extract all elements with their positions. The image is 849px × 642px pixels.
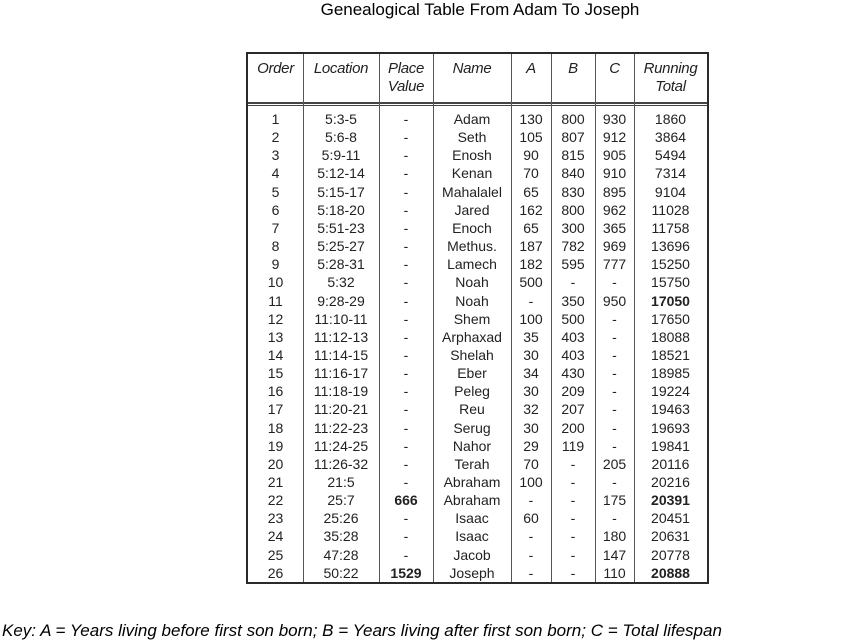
cell-total: 7314	[654, 165, 687, 182]
cell-place-value: -	[403, 219, 409, 236]
cell-location: 5:32	[327, 274, 355, 291]
cell-a: -	[528, 564, 534, 581]
cell-a: 60	[523, 510, 539, 527]
cell-b: 403	[561, 328, 585, 345]
cell-location: 11:22-23	[313, 419, 369, 436]
table-row	[248, 346, 707, 364]
cell-name: Abraham	[443, 474, 501, 490]
table-row	[248, 328, 707, 346]
cell-b: 840	[561, 165, 585, 182]
cell-location: 25:26	[323, 510, 359, 527]
cell-name: Nahor	[452, 437, 492, 454]
cell-order: 26	[267, 564, 284, 581]
table-row	[248, 110, 707, 128]
cell-order: 12	[267, 310, 284, 327]
cell-place-value: -	[403, 346, 409, 363]
table-row	[248, 201, 707, 219]
cell-total: 19224	[651, 383, 690, 400]
cell-total: 3864	[654, 129, 687, 146]
table-row	[248, 400, 707, 418]
table-row	[248, 546, 707, 564]
cell-b: 595	[561, 256, 585, 273]
cell-b: -	[570, 546, 576, 563]
cell-order: 13	[267, 328, 284, 345]
page-title: Genealogical Table From Adam To Joseph	[320, 0, 640, 19]
table-row	[248, 146, 707, 164]
cell-total: 20216	[651, 474, 690, 490]
cell-place-value: -	[403, 401, 409, 418]
cell-location: 11:16-17	[313, 365, 369, 382]
cell-b: 500	[561, 310, 585, 327]
cell-location: 5:51-23	[317, 219, 365, 236]
cell-place-value: -	[403, 129, 409, 146]
cell-order: 11	[268, 292, 283, 309]
cell-name: Methus.	[447, 238, 497, 254]
cell-a: 30	[523, 419, 539, 436]
cell-location: 5:25-27	[317, 238, 365, 254]
cell-place-value: -	[403, 147, 409, 164]
cell-a: 30	[523, 346, 539, 363]
cell-c: 175	[602, 492, 627, 509]
cell-b: 403	[561, 346, 585, 363]
cell-a: 100	[519, 474, 543, 490]
cell-location: 11:12-13	[313, 328, 369, 345]
cell-c: -	[612, 510, 617, 527]
table-row	[248, 128, 707, 146]
cell-name: Shelah	[450, 346, 494, 363]
table-row	[248, 455, 707, 473]
cell-name: Noah	[455, 274, 489, 291]
cell-place-value: 1529	[390, 564, 422, 581]
cell-total: 11758	[651, 219, 690, 236]
cell-name: Abraham	[443, 492, 501, 509]
cell-b: -	[570, 492, 576, 509]
cell-location: 5:6-8	[325, 129, 357, 146]
cell-total: 18088	[651, 328, 690, 345]
cell-location: 25:7	[327, 492, 355, 509]
cell-a: 29	[523, 437, 539, 454]
cell-order: 1	[271, 111, 280, 127]
cell-location: 50:22	[323, 564, 359, 581]
cell-name: Adam	[453, 111, 491, 127]
cell-order: 24	[267, 528, 284, 545]
cell-total: 20451	[651, 510, 690, 527]
table-row	[248, 564, 707, 582]
cell-a: 187	[519, 238, 543, 254]
cell-a: 30	[523, 383, 539, 400]
cell-b: 830	[561, 183, 585, 200]
cell-total: 1860	[654, 111, 687, 127]
cell-a: 34	[523, 365, 539, 382]
table-row	[248, 382, 707, 400]
cell-name: Jacob	[453, 546, 491, 563]
cell-name: Peleg	[454, 383, 490, 400]
cell-total: 20778	[651, 546, 690, 563]
cell-a: 70	[523, 455, 539, 472]
cell-order: 9	[271, 256, 280, 273]
cell-a: 65	[523, 183, 539, 200]
cell-name: Jared	[454, 201, 490, 218]
cell-place-value: -	[403, 546, 409, 563]
cell-c: 147	[602, 546, 627, 563]
cell-c: -	[612, 383, 617, 400]
cell-place-value: -	[403, 455, 409, 472]
cell-b: -	[570, 455, 576, 472]
cell-order: 5	[271, 183, 280, 200]
cell-a: 105	[519, 129, 543, 146]
cell-order: 8	[271, 238, 280, 254]
cell-name: Seth	[457, 129, 487, 146]
cell-c: -	[612, 346, 617, 363]
cell-a: -	[528, 292, 534, 309]
header-place-value	[379, 60, 433, 96]
cell-location: 5:18-20	[317, 201, 365, 218]
cell-total: 5494	[654, 147, 687, 164]
cell-location: 9:28-29	[317, 292, 365, 309]
cell-b: -	[570, 510, 576, 527]
table-row	[248, 255, 707, 273]
cell-total: 15250	[651, 256, 690, 273]
cell-order: 10	[267, 274, 284, 291]
cell-c: 910	[602, 165, 627, 182]
cell-c: 110	[603, 564, 626, 581]
table-row	[248, 237, 707, 255]
cell-c: 777	[602, 256, 627, 273]
cell-c: 895	[602, 183, 627, 200]
cell-b: 800	[561, 201, 585, 218]
cell-c: -	[612, 437, 617, 454]
cell-name: Enosh	[452, 147, 492, 164]
cell-c: 205	[602, 455, 627, 472]
cell-b: 119	[561, 437, 585, 454]
cell-a: 500	[519, 274, 543, 291]
cell-name: Lamech	[447, 256, 497, 273]
cell-order: 15	[267, 365, 284, 382]
cell-order: 4	[271, 165, 280, 182]
cell-total: 20116	[651, 455, 690, 472]
cell-c: 912	[602, 129, 627, 146]
table-row	[248, 273, 707, 291]
cell-c: -	[612, 419, 617, 436]
header-a: A	[526, 60, 536, 77]
cell-order: 18	[267, 419, 284, 436]
cell-name: Joseph	[449, 564, 495, 581]
cell-place-value: -	[403, 437, 409, 454]
cell-name: Shem	[453, 310, 491, 327]
cell-total: 18521	[651, 346, 690, 363]
cell-c: 905	[602, 147, 627, 164]
cell-location: 5:3-5	[325, 111, 357, 127]
table-row	[248, 419, 707, 437]
cell-location: 35:28	[323, 528, 359, 545]
cell-total: 17050	[651, 292, 690, 309]
cell-a: 162	[519, 201, 543, 218]
cell-a: 65	[523, 219, 539, 236]
cell-place-value: -	[403, 383, 409, 400]
cell-total: 20391	[651, 492, 690, 509]
cell-total: 19463	[651, 401, 690, 418]
cell-b: 782	[561, 238, 585, 254]
cell-location: 5:28-31	[317, 256, 365, 273]
header-place-value-line2: Value	[387, 78, 425, 95]
cell-total: 20888	[651, 564, 690, 581]
cell-order: 2	[271, 129, 280, 146]
cell-b: 300	[561, 219, 585, 236]
table-row	[248, 364, 707, 382]
cell-c: 969	[602, 238, 627, 254]
cell-location: 5:12-14	[317, 165, 365, 182]
table-row	[248, 310, 707, 328]
cell-place-value: -	[403, 111, 409, 127]
cell-location: 5:15-17	[317, 183, 365, 200]
table-row	[248, 491, 707, 509]
cell-a: 32	[523, 401, 539, 418]
cell-location: 11:26-32	[313, 455, 369, 472]
cell-order: 16	[267, 383, 284, 400]
header-b: B	[568, 60, 578, 77]
cell-location: 11:24-25	[313, 437, 369, 454]
cell-order: 17	[267, 401, 284, 418]
cell-order: 20	[267, 455, 284, 472]
cell-order: 3	[271, 147, 280, 164]
table-row	[248, 437, 707, 455]
cell-place-value: -	[403, 201, 409, 218]
cell-a: 90	[523, 147, 539, 164]
header-running-total	[634, 60, 707, 96]
cell-total: 11028	[651, 201, 690, 218]
cell-name: Serug	[453, 419, 491, 436]
cell-b: -	[570, 274, 576, 291]
cell-location: 11:10-11	[314, 310, 368, 327]
cell-location: 11:14-15	[313, 346, 369, 363]
cell-name: Noah	[455, 292, 489, 309]
cell-b: -	[570, 564, 576, 581]
cell-a: 35	[523, 328, 539, 345]
table-row	[248, 527, 707, 545]
table-row	[248, 292, 707, 310]
cell-c: -	[612, 474, 617, 490]
cell-name: Eber	[457, 365, 487, 382]
cell-place-value: -	[403, 310, 409, 327]
cell-total: 18985	[651, 365, 690, 382]
cell-b: 815	[561, 147, 585, 164]
header-running-total-line1: Running	[643, 60, 698, 77]
cell-location: 11:18-19	[313, 383, 369, 400]
cell-total: 20631	[651, 528, 690, 545]
cell-total: 9104	[654, 183, 687, 200]
cell-order: 22	[267, 492, 284, 509]
cell-location: 11:20-21	[313, 401, 369, 418]
cell-b: 350	[561, 292, 585, 309]
cell-a: 70	[523, 165, 539, 182]
table-key: Key: A = Years living before first son born; B = Years living after first son born; C = Total lifespan	[2, 621, 722, 640]
cell-order: 7	[271, 219, 280, 236]
header-place-value-line1: Place	[387, 60, 425, 77]
cell-total: 17650	[651, 310, 690, 327]
cell-total: 19841	[651, 437, 690, 454]
cell-place-value: -	[403, 419, 409, 436]
cell-place-value: 666	[394, 492, 418, 509]
cell-place-value: -	[403, 365, 409, 382]
cell-a: 182	[519, 256, 543, 273]
cell-a: -	[528, 492, 534, 509]
cell-location: 5:9-11	[321, 147, 361, 164]
cell-c: 930	[602, 111, 627, 127]
cell-order: 6	[271, 201, 280, 218]
cell-b: 430	[561, 365, 585, 382]
cell-place-value: -	[403, 510, 409, 527]
cell-place-value: -	[403, 238, 409, 254]
cell-place-value: -	[403, 292, 409, 309]
cell-b: 207	[561, 401, 585, 418]
header-running-total-line2: Total	[655, 78, 686, 95]
cell-name: Enoch	[452, 219, 492, 236]
header-divider	[248, 102, 707, 104]
cell-c: -	[612, 401, 617, 418]
table-row	[248, 183, 707, 201]
cell-c: -	[612, 328, 617, 345]
cell-c: 365	[602, 219, 627, 236]
table-row	[248, 473, 707, 491]
cell-place-value: -	[403, 165, 409, 182]
cell-c: 180	[602, 528, 627, 545]
cell-b: -	[570, 474, 576, 490]
table-row	[248, 219, 707, 237]
cell-name: Mahalalel	[442, 183, 502, 200]
cell-c: -	[612, 365, 617, 382]
cell-order: 19	[267, 437, 284, 454]
cell-name: Terah	[454, 455, 490, 472]
table-row	[248, 509, 707, 527]
header-order: Order	[257, 60, 294, 77]
cell-place-value: -	[403, 474, 409, 490]
cell-place-value: -	[403, 256, 409, 273]
cell-place-value: -	[403, 328, 409, 345]
table-row	[248, 164, 707, 182]
cell-c: -	[612, 310, 617, 327]
cell-location: 21:5	[327, 474, 355, 490]
cell-total: 15750	[651, 274, 690, 291]
cell-c: -	[612, 274, 617, 291]
cell-b: 200	[561, 419, 585, 436]
header-divider-secondary	[248, 105, 707, 106]
cell-name: Reu	[459, 401, 485, 418]
cell-name: Isaac	[455, 510, 489, 527]
cell-a: -	[528, 546, 534, 563]
header-c: C	[609, 60, 620, 77]
cell-name: Isaac	[455, 528, 489, 545]
cell-a: -	[528, 528, 534, 545]
cell-total: 13696	[651, 238, 690, 254]
cell-total: 19693	[651, 419, 690, 436]
cell-a: 130	[519, 111, 543, 127]
cell-b: -	[570, 528, 576, 545]
cell-b: 807	[561, 129, 585, 146]
cell-a: 100	[519, 310, 543, 327]
cell-place-value: -	[403, 183, 409, 200]
cell-c: 950	[602, 292, 627, 309]
cell-location: 47:28	[323, 546, 359, 563]
cell-place-value: -	[403, 274, 409, 291]
cell-order: 21	[267, 474, 284, 490]
cell-b: 800	[561, 111, 585, 127]
cell-place-value: -	[403, 528, 409, 545]
cell-name: Kenan	[451, 165, 493, 182]
header-name: Name	[452, 60, 492, 77]
cell-order: 25	[267, 546, 284, 563]
header-location: Location	[313, 60, 369, 77]
cell-c: 962	[602, 201, 627, 218]
cell-b: 209	[561, 383, 585, 400]
cell-order: 23	[267, 510, 284, 527]
genealogy-table	[246, 52, 709, 584]
cell-name: Arphaxad	[442, 328, 502, 345]
cell-order: 14	[267, 346, 284, 363]
